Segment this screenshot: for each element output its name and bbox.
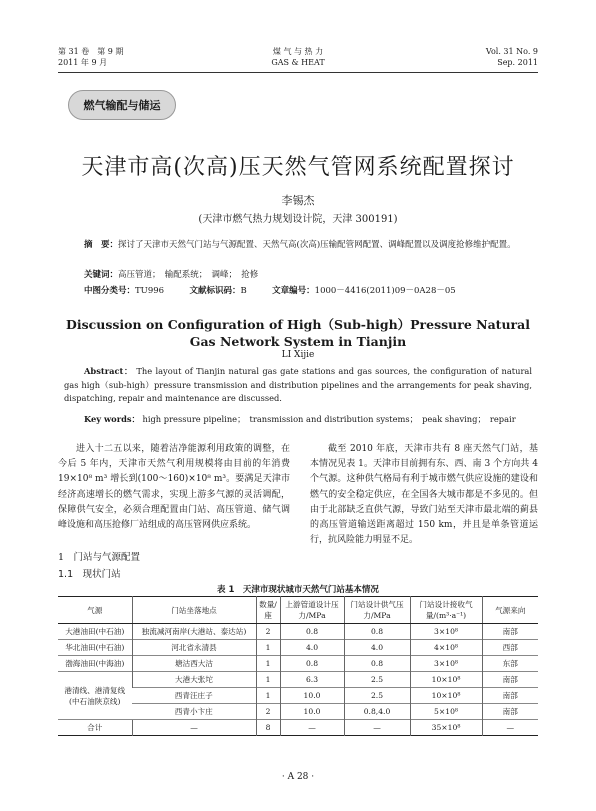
table-row: [58, 640, 538, 656]
table-cell: 渤海油田(中海油): [58, 656, 132, 672]
table-caption: 表 1 天津市现状城市天然气门站基本情况: [217, 585, 379, 595]
journal-name-cn: 煤 气 与 热 力: [272, 47, 324, 56]
table-cell: 南部: [482, 672, 538, 688]
article-value: 1000－4416(2011)09－0A28－05: [314, 286, 456, 296]
author-en: LI Xijie: [281, 350, 315, 360]
table-cell: 南部: [482, 688, 538, 704]
abstract-cn: [64, 238, 532, 252]
table-cell: —: [132, 720, 256, 736]
table-cell: 4.0: [344, 640, 410, 656]
table-header-cell: 门站设计接收气量/(m³·a⁻¹): [410, 597, 482, 624]
doc-label: 文献标识码：: [189, 286, 241, 296]
table-cell: 6.3: [280, 672, 344, 688]
body-right-paragraph: 截至 2010 年底，天津市共有 8 座天然气门站，基本情况见表 1。天津市目前拥有东、西、南 3 个方向共 4 个气源。这种供气格局有利于城市燃气供应设施的建设和燃气的安全稳定供应，在全国各大城市都是不多见的。但由于北部缺乏直供气源，导致门站至天津市最北端的蓟县的高压管道输送距离超过 150 km，并且是单条管道运行，抗风险能力明显不足。: [310, 444, 538, 546]
doc-value: B: [240, 286, 247, 296]
table-cell: 华北油田(中石油): [58, 640, 132, 656]
header-rule: [58, 72, 538, 73]
table-cell: 0.8: [280, 656, 344, 672]
abstract-cn-text: 探讨了天津市天然气门站与气源配置、天然气高(次高)压输配管网配置、调峰配置以及调度抢修维护配置。: [118, 240, 516, 250]
author-cn: 李锡杰: [281, 194, 315, 207]
table-header-cell: 气源: [58, 597, 132, 624]
table-cell: —: [482, 720, 538, 736]
table-cell: 3×10⁸: [410, 656, 482, 672]
keywords-cn: [84, 268, 258, 280]
table-cell: 2.5: [344, 672, 410, 688]
section-tag: 燃气输配与储运: [68, 90, 176, 120]
page-number: · A 28 ·: [281, 772, 315, 782]
table-cell: 0.8,4.0: [344, 704, 410, 720]
table-cell: 独流减河南岸(大港站、泰达站): [132, 624, 256, 640]
table-cell: 西部: [482, 640, 538, 656]
table-cell: 1: [256, 672, 280, 688]
table-row: [58, 624, 538, 640]
body-left-paragraph: 进入十二五以来，随着洁净能源利用政策的调整，在今后 5 年内，天津市天然气利用规模将由目前的年消费 19×10⁸ m³ 增长到(100～160)×10⁸ m³。要满足天津市经济高速增长的燃气需求，实现上游多气源的灵活调配，保障供气安全，必须合理配置由门站、高压管道、储气调峰设施和高压抢修厂站组成的高压管网供应系统。: [58, 444, 290, 531]
classification-line: [84, 284, 456, 296]
issue-date: 2011 年 9 月: [58, 58, 108, 67]
gate-station-table: [58, 596, 538, 736]
table-cell: 4.0: [280, 640, 344, 656]
table-cell-merged-source: 港清线、港清复线(中石油陕京线): [58, 672, 132, 720]
article-label: 文章编号：: [272, 286, 315, 296]
title-cn: 天津市高(次高)压天然气管网系统配置探讨: [81, 155, 515, 180]
table-cell: 10.0: [280, 688, 344, 704]
keywords-en-label: Key words：: [84, 414, 140, 424]
table-header-cell: 门站坐落地点: [132, 597, 256, 624]
table-cell: 南部: [482, 624, 538, 640]
section-heading-1: 1 门站与气源配置: [58, 552, 141, 563]
abstract-en: [64, 365, 532, 406]
table-cell: 5×10⁸: [410, 704, 482, 720]
table-cell: 大港油田(中石油): [58, 624, 132, 640]
table-header-cell: 气源来向: [482, 597, 538, 624]
table-cell: 0.8: [344, 624, 410, 640]
table-header-cell: 上游管道设计压力/MPa: [280, 597, 344, 624]
table-cell: 1: [256, 656, 280, 672]
table-cell: 1: [256, 640, 280, 656]
table-cell: 2: [256, 704, 280, 720]
table-cell: 0.8: [344, 656, 410, 672]
title-en-line1: Discussion on Configuration of High（Sub-high）Pressure Natural: [66, 317, 530, 332]
keywords-en: [84, 413, 516, 425]
table-cell: —: [280, 720, 344, 736]
table-cell: 10×10⁸: [410, 688, 482, 704]
title-en: [0, 316, 596, 350]
table-cell: 1: [256, 688, 280, 704]
table-cell: 塘沽西大沽: [132, 656, 256, 672]
table-header-cell: 门站设计供气压力/MPa: [344, 597, 410, 624]
table-cell: 南部: [482, 704, 538, 720]
abstract-cn-label: 摘 要：: [84, 240, 119, 250]
table-cell: 河北省永清县: [132, 640, 256, 656]
table-cell: 2: [256, 624, 280, 640]
table-total-row: [58, 720, 538, 736]
section-heading-1-1: 1.1 现状门站: [58, 569, 121, 580]
volume-issue: 第 31 卷 第 9 期: [58, 47, 124, 56]
abstract-en-label: Abstract：: [84, 366, 134, 376]
table-cell: 35×10⁸: [410, 720, 482, 736]
title-en-line2: Gas Network System in Tianjin: [189, 334, 407, 349]
abstract-en-text: The layout of Tianjin natural gas gate stations and gas sources, the configuration of natural gas high（sub-high）pressure transmission and distribution pipelines and the arrangements for peak shaving, dispatching, repair and maintenance are discussed.: [64, 366, 533, 403]
table-row: [58, 672, 538, 688]
table-cell: 8: [256, 720, 280, 736]
issue-date-en: Sep. 2011: [497, 58, 538, 67]
table-row: [58, 656, 538, 672]
table-cell: —: [344, 720, 410, 736]
table-cell: 西青汪庄子: [132, 688, 256, 704]
keywords-en-text: high pressure pipeline； transmission and distribution systems； peak shaving； repair: [142, 414, 516, 424]
table-cell: 大港大张坨: [132, 672, 256, 688]
table-cell: 西青小卞庄: [132, 704, 256, 720]
table-cell: 2.5: [344, 688, 410, 704]
table-cell: 合计: [58, 720, 132, 736]
table-cell: 4×10⁸: [410, 640, 482, 656]
journal-name-en: GAS & HEAT: [271, 58, 325, 67]
table-header-row: [58, 597, 538, 624]
journal-volume-en: [486, 46, 538, 68]
keywords-cn-label: 关键词：: [84, 270, 119, 280]
table-cell: 0.8: [280, 624, 344, 640]
keywords-cn-text: 高压管道； 输配系统； 调峰； 抢修: [118, 270, 259, 280]
table-cell: 10.0: [280, 704, 344, 720]
table-cell: 东部: [482, 656, 538, 672]
table-header-cell: 数量/座: [256, 597, 280, 624]
affiliation-cn: (天津市燃气热力规划设计院，天津 300191): [198, 214, 398, 225]
volume-issue-en: Vol. 31 No. 9: [485, 47, 538, 56]
class-label: 中图分类号：: [84, 286, 136, 296]
table-cell: 3×10⁸: [410, 624, 482, 640]
table-cell: 10×10⁸: [410, 672, 482, 688]
class-value: TU996: [135, 286, 165, 296]
